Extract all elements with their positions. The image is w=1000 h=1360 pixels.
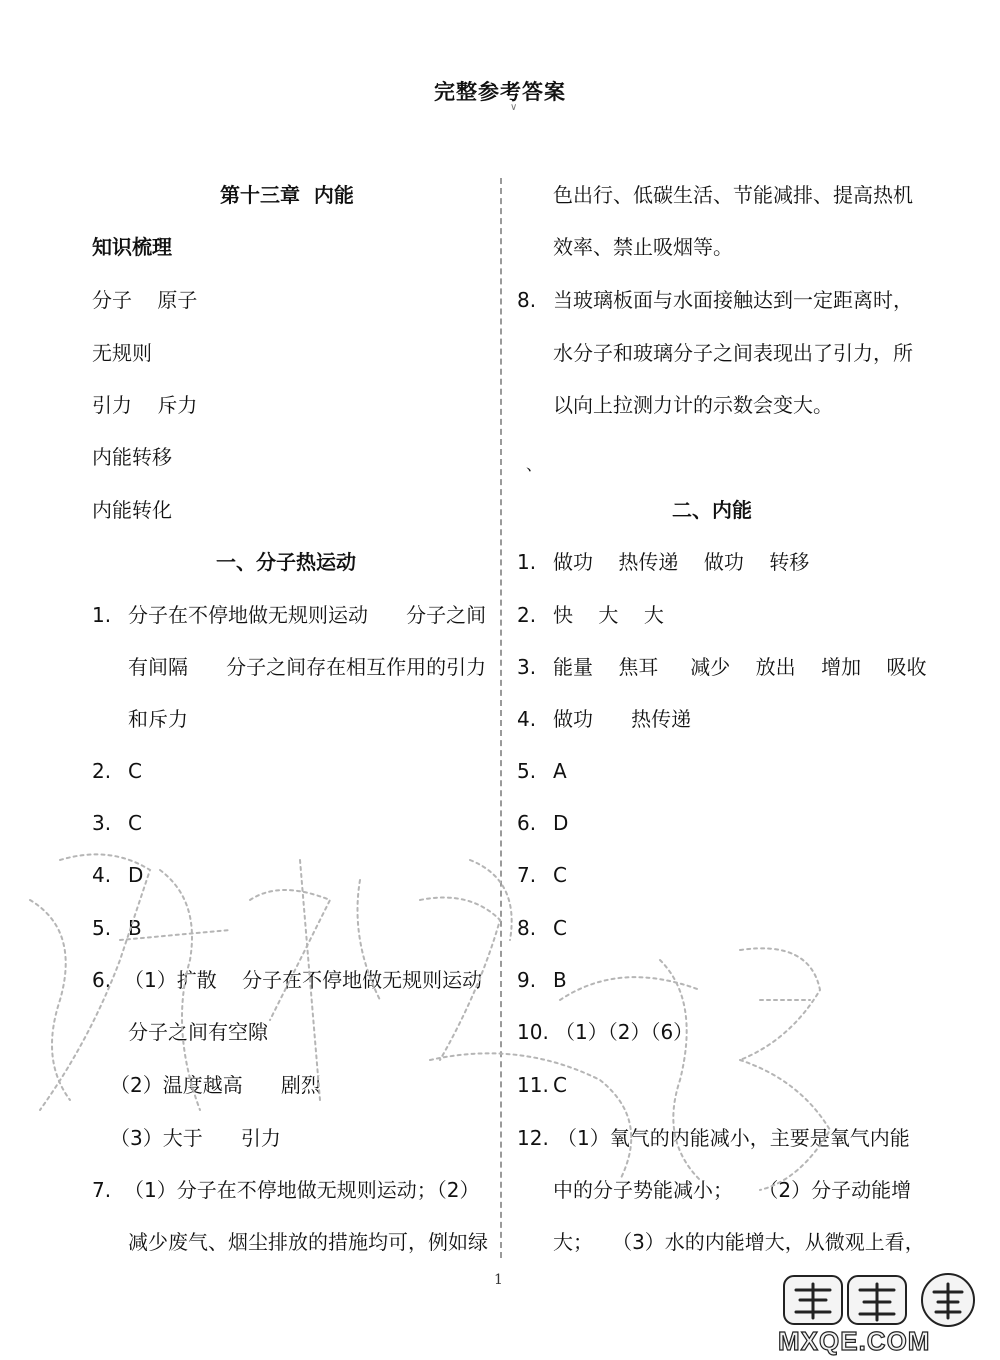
- answer-number: 5.: [92, 916, 112, 940]
- answer-text: C: [553, 863, 567, 887]
- answer-text: C: [128, 811, 142, 835]
- answer-number: 5.: [517, 759, 537, 783]
- chapter-heading: 第十三章 内能: [220, 183, 354, 207]
- answer-text: B: [128, 916, 142, 940]
- knowledge-heading: 知识梳理: [92, 235, 172, 259]
- answer-text: C: [128, 759, 142, 783]
- answer-line: 和斥力: [128, 707, 188, 731]
- answer-line: 中的分子势能减小； （2）分子动能增: [553, 1178, 912, 1202]
- answer-line: （3）大于 引力: [110, 1126, 281, 1150]
- answer-number: 7.: [517, 863, 537, 887]
- answer-number: 8.: [517, 288, 537, 312]
- answer-line: 水分子和玻璃分子之间表现出了引力，所: [553, 341, 913, 365]
- answer-number: 3.: [92, 811, 112, 835]
- answer-line: 减少废气、烟尘排放的措施均可，例如绿: [128, 1230, 488, 1254]
- knowledge-item: 引力 斥力: [92, 393, 198, 417]
- answer-text: C: [553, 916, 567, 940]
- answer-line: 分子在不停地做无规则运动 分子之间: [128, 603, 487, 627]
- answer-line: 大； （3）水的内能增大，从微观上看，: [553, 1230, 925, 1254]
- site-logo-text: MXQE.COM: [778, 1326, 931, 1356]
- answer-line: （2）温度越高 剧烈: [110, 1073, 321, 1097]
- knowledge-item: 分子 原子: [92, 288, 198, 312]
- knowledge-item: 无规则: [92, 341, 152, 365]
- answer-number: 2.: [92, 759, 112, 783]
- answer-line: 当玻璃板面与水面接触达到一定距离时，: [553, 288, 913, 312]
- answer-line: 分子之间有空隙: [128, 1020, 268, 1044]
- answer-number: 11.: [517, 1073, 549, 1097]
- answer-line: （1）分子在不停地做无规则运动；（2）: [124, 1178, 480, 1202]
- answer-text: C: [553, 1073, 567, 1097]
- answer-number: 12.: [517, 1126, 549, 1150]
- answer-line: 以向上拉测力计的示数会变大。: [553, 393, 833, 417]
- answer-number: 6.: [92, 968, 112, 992]
- answer-number: 9.: [517, 968, 537, 992]
- answer-number: 7.: [92, 1178, 112, 1202]
- answer-text: 做功 热传递: [553, 707, 692, 731]
- section-heading-1: 一、分子热运动: [216, 550, 356, 574]
- answer-line: （1）扩散 分子在不停地做无规则运动: [124, 968, 483, 992]
- knowledge-item: 内能转化: [92, 498, 172, 522]
- answer-number: 2.: [517, 603, 537, 627]
- answer-text: D: [553, 811, 569, 835]
- answer-line: 效率、禁止吸烟等。: [553, 235, 733, 259]
- answer-number: 3.: [517, 655, 537, 679]
- column-divider: [500, 178, 502, 1258]
- answer-text: 快 大 大: [553, 603, 664, 627]
- answer-text: 做功 热传递 做功 转移: [553, 550, 810, 574]
- answer-number: 4.: [92, 863, 112, 887]
- knowledge-item: 内能转移: [92, 445, 172, 469]
- answer-text: D: [128, 863, 144, 887]
- answer-text: 能量 焦耳 减少 放出 增加 吸收: [553, 655, 927, 679]
- answer-text: （1）（2）（6）: [555, 1020, 694, 1044]
- stray-mark: 、: [526, 455, 543, 474]
- page-number: 1: [494, 1272, 503, 1288]
- answer-text: A: [553, 759, 567, 783]
- answer-text: B: [553, 968, 567, 992]
- answer-number: 8.: [517, 916, 537, 940]
- title-mark: ∨: [510, 102, 518, 113]
- answer-line: 色出行、低碳生活、节能减排、提高热机: [553, 183, 913, 207]
- section-heading-2: 二、内能: [672, 498, 752, 522]
- answer-number: 1.: [517, 550, 537, 574]
- answer-number: 4.: [517, 707, 537, 731]
- page-title: 完整参考答案: [434, 80, 566, 104]
- answer-line: （1）氧气的内能减小，主要是氧气内能: [557, 1126, 910, 1150]
- answer-number: 6.: [517, 811, 537, 835]
- answer-number: 10.: [517, 1020, 549, 1044]
- answer-number: 1.: [92, 603, 112, 627]
- answer-line: 有间隔 分子之间存在相互作用的引力: [128, 655, 487, 679]
